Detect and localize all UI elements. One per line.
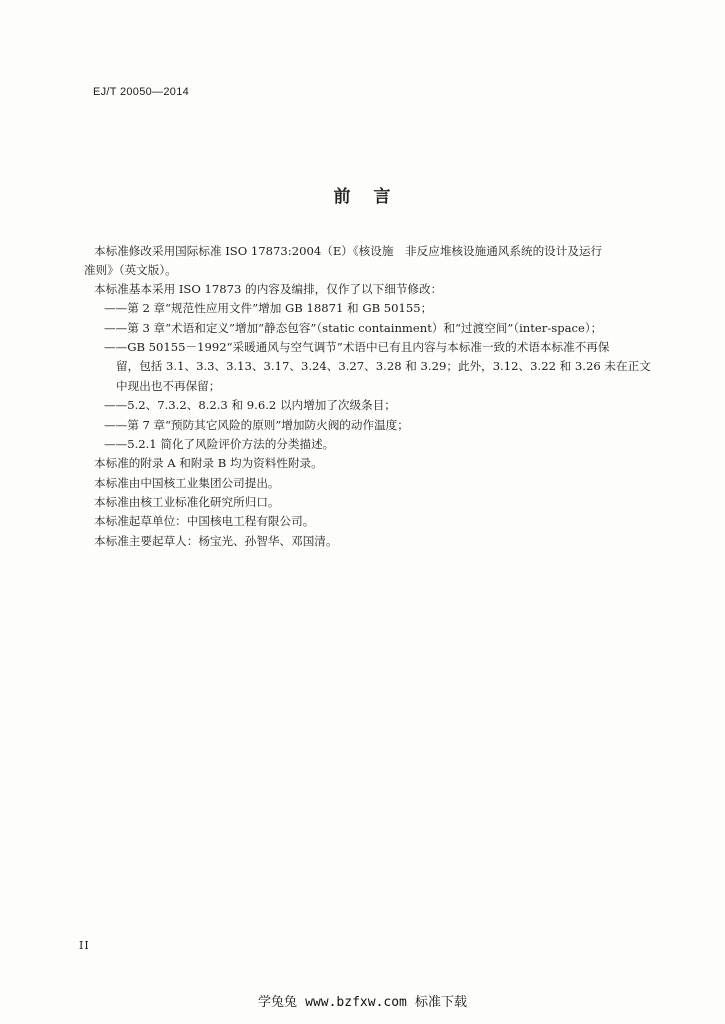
list-item: ——第 3 章“术语和定义”增加“静态包容”（static containment）和“过渡空间”（inter-space）；	[104, 321, 603, 335]
footer-tagline: 标准下载	[415, 995, 468, 1010]
list-item: ——5.2.1 简化了风险评价方法的分类描述。	[104, 437, 335, 451]
foreword-line: 本标准修改采用国际标准 ISO 17873:2004（E）《核设施 非反应堆核设施通风系统的设计及运行	[94, 244, 603, 258]
list-item-continuation: 留，包括 3.1、3.3、3.13、3.17、3.24、3.27、3.28 和 3.29；此外，3.12、3.22 和 3.26 未在正文	[116, 359, 651, 373]
foreword-line: 本标准的附录 A 和附录 B 均为资料性附录。	[94, 456, 323, 470]
list-item-continuation: 中现出也不再保留；	[116, 379, 221, 393]
list-item: ——第 2 章“规范性应用文件”增加 GB 18871 和 GB 50155；	[104, 301, 433, 315]
foreword-line: 本标准由中国核工业集团公司提出。	[94, 476, 280, 490]
footer-url-link[interactable]: www.bzfxw.com	[305, 995, 407, 1010]
foreword-line: 本标准起草单位：中国核电工程有限公司。	[94, 514, 315, 528]
foreword-line: 本标准由核工业标准化研究所归口。	[94, 495, 280, 509]
list-item: ——GB 50155－1992“采暖通风与空气调节”术语中已有且内容与本标准一致的术语本标准不再保	[104, 340, 610, 354]
footer-site-name: 学兔兔	[257, 995, 297, 1010]
document-code: EJ/T 20050—2014	[93, 86, 190, 98]
footer-watermark	[0, 991, 725, 1010]
foreword-line: 本标准基本采用 ISO 17873 的内容及编排，仅作了以下细节修改：	[94, 282, 443, 296]
list-item: ——5.2、7.3.2、8.2.3 和 9.6.2 以内增加了次级条目；	[104, 398, 396, 412]
foreword-line: 本标准主要起草人：杨宝光、孙智华、邓国清。	[94, 534, 338, 548]
list-item: ——第 7 章“预防其它风险的原则”增加防火阀的动作温度；	[104, 418, 409, 432]
page-title	[0, 182, 725, 207]
title-char-2: 言	[373, 187, 392, 207]
foreword-line: 准则》（英文版）。	[84, 263, 177, 277]
title-char-1: 前	[333, 187, 352, 207]
page-number: II	[79, 939, 90, 952]
